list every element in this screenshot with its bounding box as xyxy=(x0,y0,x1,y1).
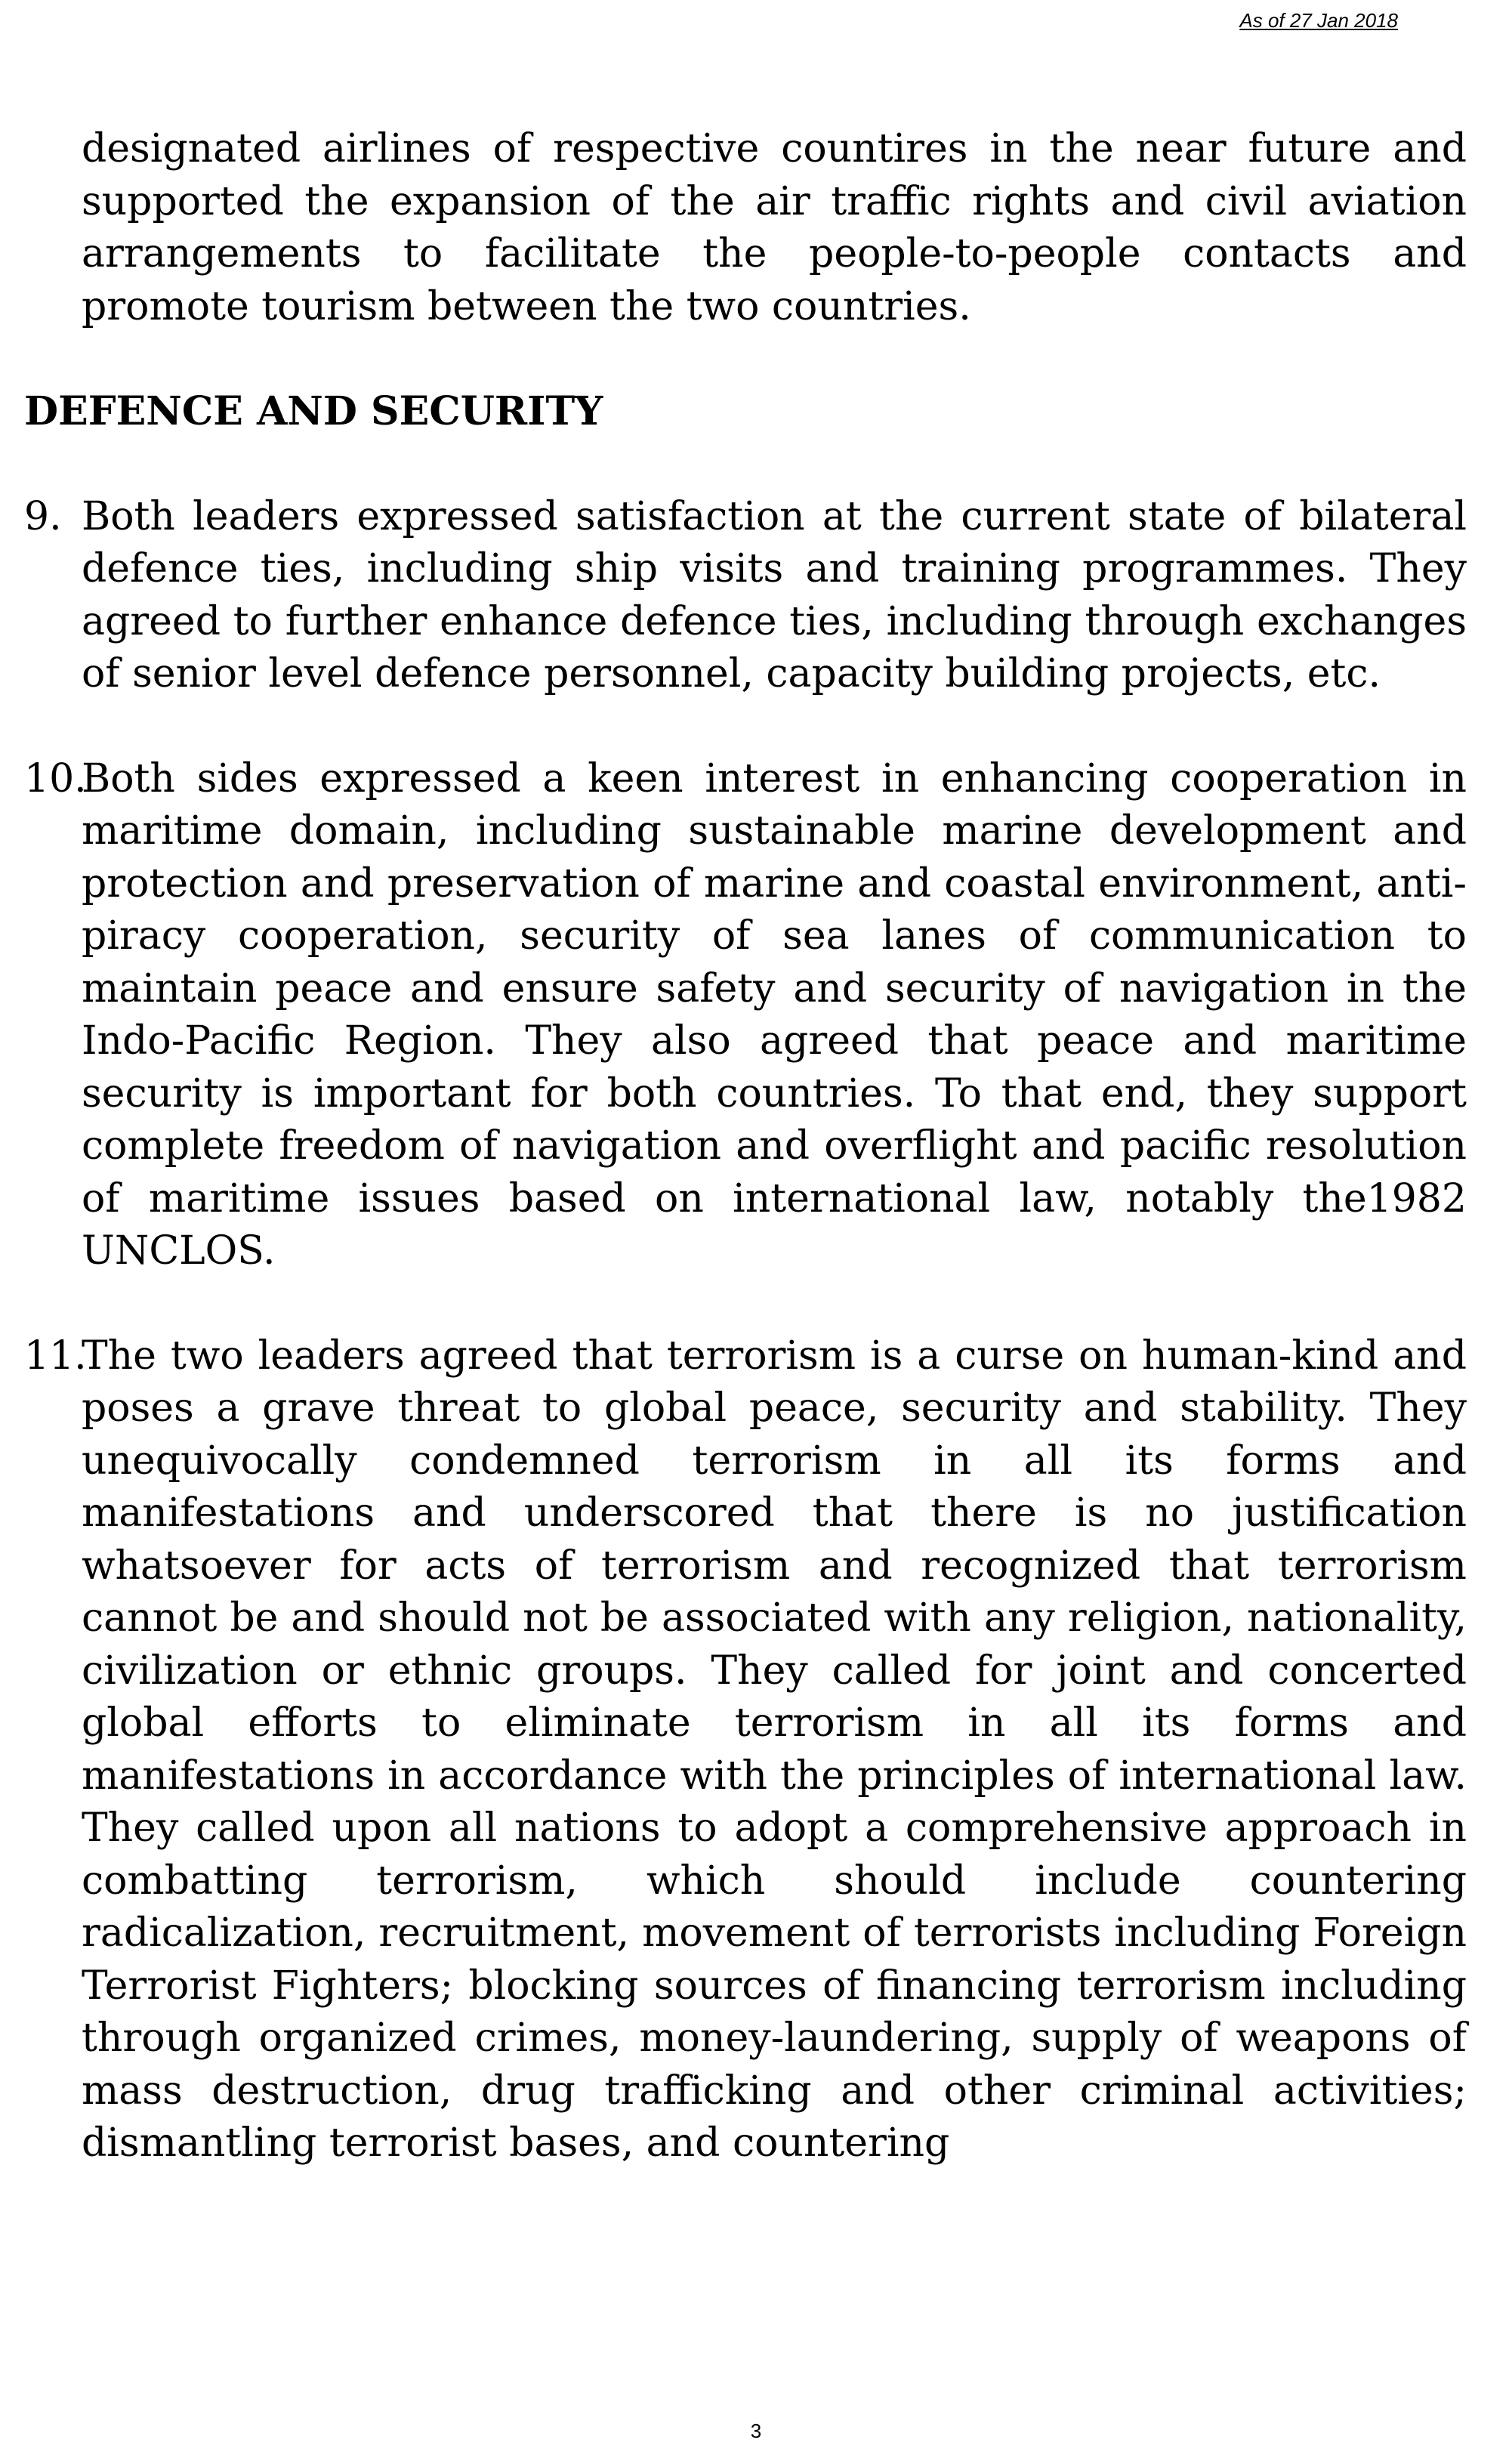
document-body xyxy=(24,123,1467,2222)
intro-paragraph: designated airlines of respective countires in the near future and supported the expansion of the air traffic rights and civil aviation arrangements to facilitate the people-to-people contacts and promote tourism between the two countries. xyxy=(82,126,1467,329)
paragraph-text: Both leaders expressed satisfaction at the current state of bilateral defence ties, including ship visits and training programmes. They agreed to further enhance defence ties, including through exchanges of senior level defence personnel, capacity building projects, etc. xyxy=(82,493,1467,696)
paragraph-text: The two leaders agreed that terrorism is a curse on human-kind and poses a grave threat to global peace, security and stability. They unequivocally condemned terrorism in all its forms and manifestations and underscored that there is no justification whatsoever for acts of terrorism and recognized that terrorism cannot be and should not be associated with any religion, nationality, civilization or ethnic groups. They called for joint and concerted global efforts to eliminate terrorism in all its forms and manifestations in accordance with the principles of international law. They called upon all nations to adopt a comprehensive approach in combatting terrorism, which should include countering radicalization, recruitment, movement of terrorists including Foreign Terrorist Fighters; blocking sources of financing terrorism including through organized crimes, money-laundering, supply of weapons of mass destruction, drug trafficking and other criminal activities; dismantling terrorist bases, and countering xyxy=(82,1333,1467,2166)
page-number: 3 xyxy=(750,2420,762,2442)
paragraph-11 xyxy=(24,1330,1467,2170)
paragraph-number: 10. xyxy=(24,755,87,801)
paragraph-text: Both sides expressed a keen interest in enhancing cooperation in maritime domain, including sustainable marine development and protection and preservation of marine and coastal environment, anti-piracy cooperation, security of sea lanes of communication to maintain peace and ensure safety and security of navigation in the Indo-Pacific Region. They also agreed that peace and maritime security is important for both countries. To that end, they support complete freedom of navigation and overflight and pacific resolution of maritime issues based on international law, notably the1982 UNCLOS. xyxy=(82,755,1467,1274)
date-note: As of 27 Jan 2018 xyxy=(1239,9,1398,32)
section-heading: DEFENCE AND SECURITY xyxy=(24,388,603,434)
paragraph-number: 11. xyxy=(24,1333,87,1379)
paragraph-10 xyxy=(24,753,1467,1278)
paragraph-9 xyxy=(24,491,1467,701)
paragraph-number: 9. xyxy=(24,493,62,539)
